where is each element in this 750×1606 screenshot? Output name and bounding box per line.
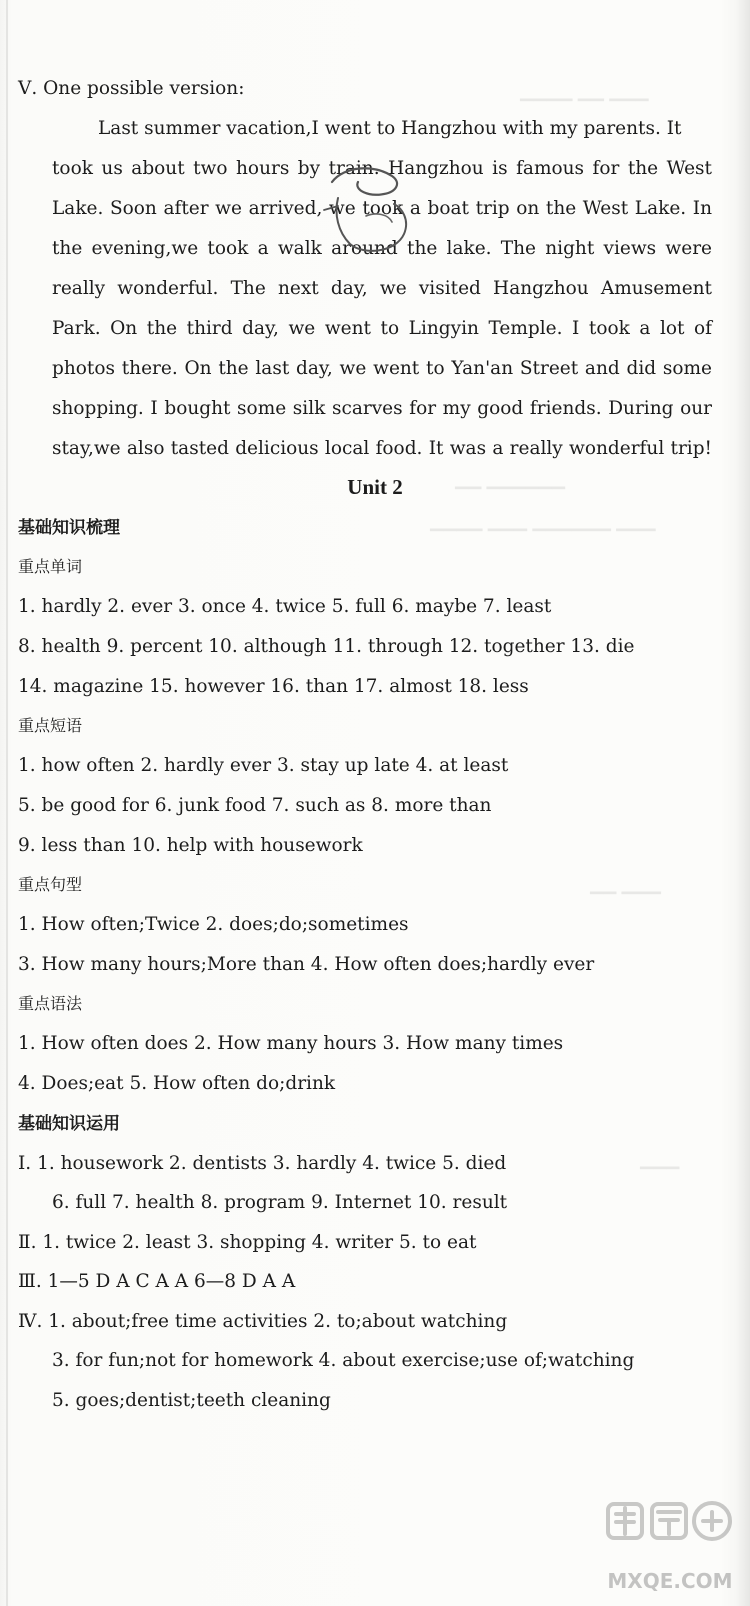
answer-line: Ⅰ. 1. housework 2. dentists 3. hardly 4. twice 5. died [18,1153,507,1174]
answer-line: 6. full 7. health 8. program 9. Internet 10. result [52,1192,508,1213]
bleed-through-mark: ▁▁▁ [640,1150,680,1170]
answer-line: 1. How often does 2. How many hours 3. How many times [18,1033,564,1054]
answer-line: 14. magazine 15. however 16. than 17. almost 18. less [18,676,529,697]
page-spine-line [6,0,8,1606]
handwritten-scribble-mark [304,152,424,262]
essay-line: took us about two hours by train. Hangzhou is famous for the West [52,158,712,179]
answer-line: 4. Does;eat 5. How often do;drink [18,1073,336,1094]
bleed-through-mark: ▁▁ ▁▁▁▁▁▁ [455,470,565,490]
answer-line: 3. How many hours;More than 4. How often does;hardly ever [18,954,595,975]
answer-line: Ⅳ. 1. about;free time activities 2. to;about watching [18,1311,508,1332]
watermark-logo [600,1490,740,1600]
answer-line: Ⅲ. 1—5 D A C A A 6—8 D A A [18,1271,296,1292]
answer-line: Ⅱ. 1. twice 2. least 3. shopping 4. writer 5. to eat [18,1232,477,1253]
answer-line: 9. less than 10. help with housework [18,835,363,856]
essay-line: photos there. On the last day, we went to Yan'an Street and did some [52,358,712,379]
subheading-key-phrases: 重点短语 [18,716,83,735]
answer-line: 1. How often;Twice 2. does;do;sometimes [18,914,409,935]
essay-line: really wonderful. The next day, we visited Hangzhou Amusement [52,278,712,299]
essay-line: stay,we also tasted delicious local food. It was a really wonderful trip! [52,438,712,459]
essay-line: shopping. I bought some silk scarves for my good friends. During our [52,398,712,419]
watermark-text: MXQE.COM [607,1569,733,1593]
subheading-key-grammar: 重点语法 [18,994,83,1013]
answer-line: 8. health 9. percent 10. although 11. through 12. together 13. die [18,636,635,657]
section-v-label: Ⅴ. One possible version: [18,78,245,99]
subheading-key-sentences: 重点句型 [18,875,83,894]
essay-line: the evening,we took a walk around the lake. The night views were [52,238,712,259]
answer-line: 3. for fun;not for homework 4. about exercise;use of;watching [52,1350,635,1371]
bleed-through-mark: ▁▁ ▁▁▁ [590,875,661,895]
section-heading-knowledge-use: 基础知识运用 [18,1114,120,1134]
subheading-key-words: 重点单词 [18,557,83,576]
answer-line: 1. hardly 2. ever 3. once 4. twice 5. full 6. maybe 7. least [18,596,552,617]
essay-line: Park. On the third day, we went to Lingyin Temple. I took a lot of [52,318,712,339]
section-heading-knowledge-review: 基础知识梳理 [18,518,120,538]
answer-line: 1. how often 2. hardly ever 3. stay up late 4. at least [18,755,509,776]
bleed-through-mark: ▁▁▁▁ ▁▁ ▁▁▁ [520,82,649,102]
unit-title: Unit 2 [347,475,403,499]
answer-line: 5. be good for 6. junk food 7. such as 8. more than [18,795,492,816]
essay-line: Lake. Soon after we arrived, we took a boat trip on the West Lake. In [52,198,712,219]
essay-line: Last summer vacation,I went to Hangzhou with my parents. It [98,118,682,139]
answer-line: 5. goes;dentist;teeth cleaning [52,1390,331,1411]
bleed-through-mark: ▁▁▁▁ ▁▁▁ ▁▁▁▁▁▁ ▁▁▁ [430,512,656,532]
page-edge-shadow [736,0,750,1606]
